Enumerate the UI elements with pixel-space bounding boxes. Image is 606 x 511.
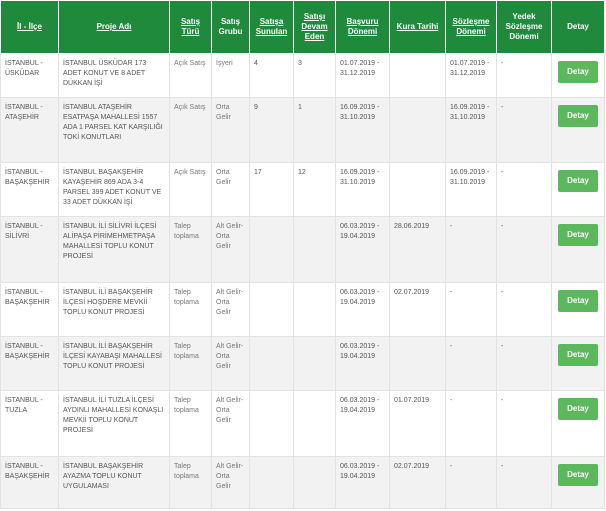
cell-kura-tarihi: 02.07.2019 [390, 457, 446, 509]
cell-detay [552, 283, 605, 337]
header-sozlesme-donemi[interactable]: Sözleşme Dönemi [446, 1, 497, 54]
cell-kura-tarihi [390, 54, 446, 98]
table-row [1, 54, 605, 98]
cell-satis-grubu: Orta Gelir [212, 163, 250, 217]
header-satis-turu[interactable]: Satış Türü [170, 1, 212, 54]
cell-sozlesme-donemi: 01.07.2019 - 31.12.2019 [446, 54, 497, 98]
cell-detay [552, 337, 605, 391]
cell-satis-turu: Açık Satış [170, 98, 212, 163]
cell-yedek-sozlesme-donemi: - [497, 457, 552, 509]
cell-il-ilce: İSTANBUL - SİLİVRİ [1, 217, 59, 283]
table-row [1, 98, 605, 163]
cell-proje-adi: İSTANBUL ATAŞEHİR ESATPAŞA MAHALLESİ 1557 ADA 1 PARSEL KAT KARŞILIĞI TOKİ KONUTLARI [59, 98, 170, 163]
header-satisa-sunulan[interactable]: Satışa Sunulan [250, 1, 294, 54]
cell-proje-adi: İSTANBUL İLİ TUZLA İLÇESİ AYDINLI MAHALLESİ KONAŞLI MEVKİİ TOPLU KONUT PROJESİ [59, 391, 170, 457]
header-il-ilce[interactable]: İl - İlçe [1, 1, 59, 54]
table-row [1, 457, 605, 509]
cell-yedek-sozlesme-donemi: - [497, 98, 552, 163]
header-kura-tarihi[interactable]: Kura Tarihi [390, 1, 446, 54]
cell-proje-adi: İSTANBUL İLİ BAŞAKŞEHİR İLÇESİ KAYABAŞI MAHALLESİ TOPLU KONUT PROJESİ [59, 337, 170, 391]
cell-satis-turu: Talep toplama [170, 337, 212, 391]
cell-satis-turu: Açık Satış [170, 54, 212, 98]
cell-detay [552, 163, 605, 217]
cell-basvuru-donemi: 06.03.2019 - 19.04.2019 [336, 217, 390, 283]
cell-sozlesme-donemi: - [446, 217, 497, 283]
cell-sozlesme-donemi: - [446, 337, 497, 391]
cell-satisa-sunulan [250, 337, 294, 391]
detay-button[interactable]: Detay [558, 61, 598, 83]
cell-proje-adi: İSTANBUL ÜSKÜDAR 173 ADET KONUT VE 8 ADET DÜKKAN İŞİ [59, 54, 170, 98]
header-detay: Detay [552, 1, 605, 54]
cell-satisi-devam-eden [294, 457, 336, 509]
cell-sozlesme-donemi: 16.09.2019 - 31.10.2019 [446, 98, 497, 163]
cell-satis-turu: Talep toplama [170, 391, 212, 457]
cell-yedek-sozlesme-donemi: - [497, 163, 552, 217]
cell-kura-tarihi: 01.07.2019 [390, 391, 446, 457]
cell-yedek-sozlesme-donemi: - [497, 337, 552, 391]
cell-kura-tarihi: 02.07.2019 [390, 283, 446, 337]
detay-button[interactable]: Detay [558, 464, 598, 486]
header-basvuru-donemi[interactable]: Başvuru Dönemi [336, 1, 390, 54]
cell-proje-adi: İSTANBUL İLİ BAŞAKŞEHİR İLÇESİ HOŞDERE MEVKİİ TOPLU KONUT PROJESİ [59, 283, 170, 337]
cell-satis-grubu: Alt Gelir-Orta Gelir [212, 283, 250, 337]
header-satis-grubu: Satış Grubu [212, 1, 250, 54]
cell-satisa-sunulan: 4 [250, 54, 294, 98]
cell-basvuru-donemi: 01.07.2019 - 31.12.2019 [336, 54, 390, 98]
cell-satisa-sunulan [250, 283, 294, 337]
cell-satis-grubu: Orta Gelir [212, 98, 250, 163]
cell-yedek-sozlesme-donemi: - [497, 217, 552, 283]
cell-satis-grubu: Alt Gelir-Orta Gelir [212, 217, 250, 283]
cell-satis-turu: Talep toplama [170, 283, 212, 337]
cell-yedek-sozlesme-donemi: - [497, 283, 552, 337]
detay-button[interactable]: Detay [558, 290, 598, 312]
header-row [1, 1, 605, 54]
cell-detay [552, 98, 605, 163]
detay-button[interactable]: Detay [558, 105, 598, 127]
cell-kura-tarihi [390, 98, 446, 163]
cell-il-ilce: İSTANBUL - ÜSKÜDAR [1, 54, 59, 98]
cell-sozlesme-donemi: - [446, 391, 497, 457]
cell-yedek-sozlesme-donemi: - [497, 54, 552, 98]
cell-satisi-devam-eden: 3 [294, 54, 336, 98]
cell-satis-grubu: Alt Gelir-Orta Gelir [212, 391, 250, 457]
cell-proje-adi: İSTANBUL BAŞAKŞEHİR AYAZMA TOPLU KONUT UYGULAMASI [59, 457, 170, 509]
cell-il-ilce: İSTANBUL - BAŞAKŞEHİR [1, 283, 59, 337]
cell-basvuru-donemi: 06.03.2019 - 19.04.2019 [336, 337, 390, 391]
cell-basvuru-donemi: 06.03.2019 - 19.04.2019 [336, 283, 390, 337]
table-row [1, 391, 605, 457]
header-yedek-sozlesme-donemi: Yedek Sözleşme Dönemi [497, 1, 552, 54]
cell-satisa-sunulan: 9 [250, 98, 294, 163]
detay-button[interactable]: Detay [558, 398, 598, 420]
cell-basvuru-donemi: 06.03.2019 - 19.04.2019 [336, 457, 390, 509]
cell-il-ilce: İSTANBUL - BAŞAKŞEHİR [1, 337, 59, 391]
cell-kura-tarihi: 28.06.2019 [390, 217, 446, 283]
cell-satisa-sunulan [250, 217, 294, 283]
cell-satis-grubu: Alt Gelir-Orta Gelir [212, 457, 250, 509]
cell-detay [552, 217, 605, 283]
cell-detay [552, 54, 605, 98]
cell-satisi-devam-eden: 1 [294, 98, 336, 163]
cell-satis-turu: Açık Satış [170, 163, 212, 217]
table-row [1, 163, 605, 217]
cell-sozlesme-donemi: - [446, 283, 497, 337]
header-proje-adi[interactable]: Proje Adı [59, 1, 170, 54]
cell-satis-grubu: Alt Gelir-Orta Gelir [212, 337, 250, 391]
cell-satisi-devam-eden [294, 391, 336, 457]
cell-satisa-sunulan: 17 [250, 163, 294, 217]
cell-satisi-devam-eden: 12 [294, 163, 336, 217]
cell-satisi-devam-eden [294, 217, 336, 283]
detay-button[interactable]: Detay [558, 170, 598, 192]
cell-il-ilce: İSTANBUL - BAŞAKŞEHİR [1, 163, 59, 217]
cell-sozlesme-donemi: 16.09.2019 - 31.10.2019 [446, 163, 497, 217]
cell-basvuru-donemi: 06.03.2019 - 19.04.2019 [336, 391, 390, 457]
cell-proje-adi: İSTANBUL BAŞAKŞEHİR KAYAŞEHİR 869 ADA 3-4 PARSEL 399 ADET KONUT VE 33 ADET DÜKKAN İŞİ [59, 163, 170, 217]
table-row [1, 283, 605, 337]
cell-proje-adi: İSTANBUL İLİ SİLİVRİ İLÇESİ ALİPAŞA PİRİMEHMETPAŞA MAHALLESİ TOPLU KONUT PROJESİ [59, 217, 170, 283]
cell-satis-turu: Talep toplama [170, 457, 212, 509]
cell-satisi-devam-eden [294, 337, 336, 391]
cell-detay [552, 457, 605, 509]
detay-button[interactable]: Detay [558, 344, 598, 366]
cell-kura-tarihi [390, 337, 446, 391]
cell-satisa-sunulan [250, 457, 294, 509]
table-row [1, 217, 605, 283]
cell-kura-tarihi [390, 163, 446, 217]
cell-satisa-sunulan [250, 391, 294, 457]
detay-button[interactable]: Detay [558, 224, 598, 246]
cell-yedek-sozlesme-donemi: - [497, 391, 552, 457]
cell-satisi-devam-eden [294, 283, 336, 337]
header-satisi-devam-eden[interactable]: Satışı Devam Eden [294, 1, 336, 54]
table-row [1, 337, 605, 391]
cell-sozlesme-donemi: - [446, 457, 497, 509]
cell-basvuru-donemi: 16.09.2019 - 31.10.2019 [336, 98, 390, 163]
cell-detay [552, 391, 605, 457]
cell-il-ilce: İSTANBUL - BAŞAKŞEHİR [1, 457, 59, 509]
cell-satis-turu: Talep toplama [170, 217, 212, 283]
cell-satis-grubu: İşyeri [212, 54, 250, 98]
cell-basvuru-donemi: 16.09.2019 - 31.10.2019 [336, 163, 390, 217]
cell-il-ilce: İSTANBUL - ATAŞEHİR [1, 98, 59, 163]
cell-il-ilce: İSTANBUL - TUZLA [1, 391, 59, 457]
